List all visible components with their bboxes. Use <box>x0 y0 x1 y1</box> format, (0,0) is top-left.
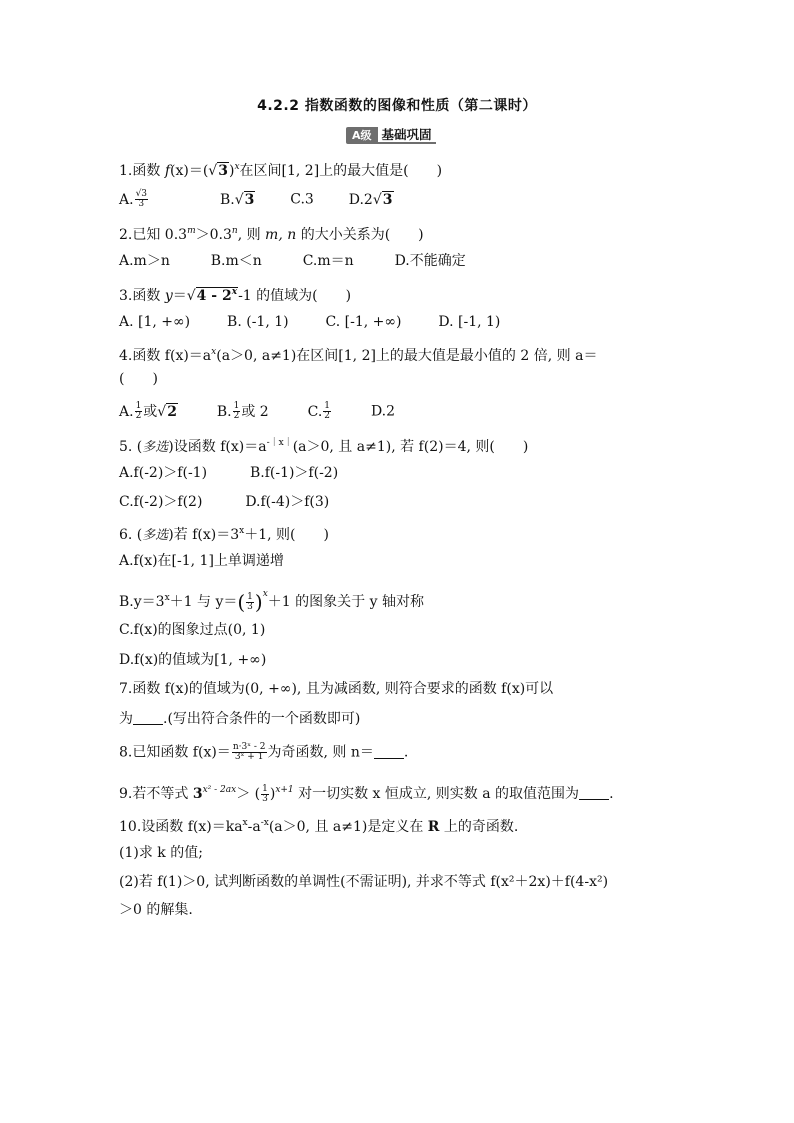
q1-option-b: B.√3 <box>219 191 255 208</box>
question-2-options <box>119 252 466 270</box>
question-10-part-2: (2)若 f(1)＞0, 试判断函数的单调性(不需证明), 并求不等式 f(x²＋2x)＋f(4-x²) <box>119 874 609 890</box>
q2-option-d: D.不能确定 <box>394 253 466 269</box>
question-2: 2.已知 $0.3^m>0.3^n$, 则 m, n 的大小关系为( ) <box>119 226 424 243</box>
question-10-part-2-cont: ＞0 的解集. <box>119 902 193 918</box>
question-6: 6. (多选)若 $f(x)=3^x+1$, 则( ) <box>119 526 329 543</box>
q1-option-a: A. $\frac{√3}{3}$ <box>119 189 148 209</box>
level-badge: A级 <box>346 127 378 144</box>
q6-option-a: A.f(x)在[-1, 1]上单调递增 <box>119 553 284 569</box>
multi-choice-tag: 多选 <box>142 440 169 455</box>
question-9: 9.若不等式 $3^{x^2 - 2ax}>$ ( $\frac{1}{3}$ )$^{x+1}$ 对一切实数 x 恒成立, 则实数 a 的取值范围为 . <box>119 783 614 804</box>
q5-option-c: C.f(-2)＞f(2) <box>119 494 203 510</box>
q3-option-b: B. (-1, 1) <box>227 314 289 330</box>
q4-option-d: D.2 <box>370 403 396 420</box>
answer-blank[interactable] <box>133 712 163 725</box>
q3-option-d: D. [-1, 1) <box>438 314 501 330</box>
question-5-options-cd <box>119 493 329 511</box>
page-title: 4.2.2 指数函数的图像和性质（第二课时） <box>257 98 537 114</box>
q4-option-c: C. $\frac{1}{2}$ <box>307 401 331 421</box>
question-4: 4.函数 $f(x)=a^x(a>0$, a≠1)在区间[1, 2]上的最大值是最小值的 2 倍, 则 a＝ <box>119 347 598 364</box>
question-10: 10.设函数 $f(x)=ka^x-a^{-x}(a>0$, 且 a≠1)是定义在 R 上的奇函数. <box>119 818 519 835</box>
q3-option-a: A. [1, +∞) <box>119 314 191 330</box>
q6-option-d: D.f(x)的值域为[1, +∞) <box>119 652 267 668</box>
answer-blank[interactable] <box>374 746 404 759</box>
q4-option-a: A. $\frac{1}{2}$ 或√2 <box>119 401 177 421</box>
level-header <box>346 127 436 144</box>
question-3: 3.函数 y＝√4 - 2$^x$-1 的值域为( ) <box>119 287 352 304</box>
question-5-options-ab <box>119 464 338 482</box>
question-4-paren: ( ) <box>119 371 158 387</box>
question-4-options <box>119 402 395 421</box>
q2-option-a: A.m＞n <box>119 253 170 269</box>
question-1-options <box>119 190 394 209</box>
q4-option-b: B. $\frac{1}{2}$ 或 2 <box>216 401 269 421</box>
q5-option-a: A.f(-2)＞f(-1) <box>119 465 208 481</box>
multi-choice-tag: 多选 <box>142 528 169 543</box>
q2-option-c: C.m＝n <box>302 253 354 269</box>
q6-option-b: $B.y=3^x+1$ 与 y＝( $\frac{1}{3}$ )$^x$＋1 的图象关于 y 轴对称 <box>119 589 424 614</box>
q5-option-d: D.f(-4)＞f(3) <box>245 494 330 510</box>
question-5: 5. (多选)设函数 $f(x)=a^{-|x|}(a>0$, 且 a≠1), 若 f(2)＝4, 则( ) <box>119 438 529 455</box>
question-10-part-1: (1)求 k 的值; <box>119 845 203 861</box>
q5-option-b: B.f(-1)＞f(-2) <box>249 465 339 481</box>
question-1: 1.函数 $f(x)=(√3)^x$在区间[1, 2]上的最大值是( ) <box>119 162 443 179</box>
question-7: 7.函数 f(x)的值域为(0, +∞), 且为减函数, 则符合要求的函数 f(x)可以 <box>119 681 554 697</box>
q3-option-c: C. [-1, +∞) <box>325 314 402 330</box>
question-7-answer-line: 为 .(写出符合条件的一个函数即可) <box>119 711 361 727</box>
q1-option-d: D.2√3 <box>348 191 393 208</box>
q1-option-c: C.3 <box>290 191 314 208</box>
answer-blank[interactable] <box>579 787 609 800</box>
question-3-options <box>119 313 500 331</box>
level-label: 基础巩固 <box>378 127 436 144</box>
question-8: 8.已知函数 f(x)＝ $\frac{\text{n·3ˣ - 2}}{\text{3ˣ + 1}}$ 为奇函数, 则 n＝ . <box>119 742 409 762</box>
q2-option-b: B.m＜n <box>210 253 262 269</box>
q6-option-c: C.f(x)的图象过点(0, 1) <box>119 622 266 638</box>
